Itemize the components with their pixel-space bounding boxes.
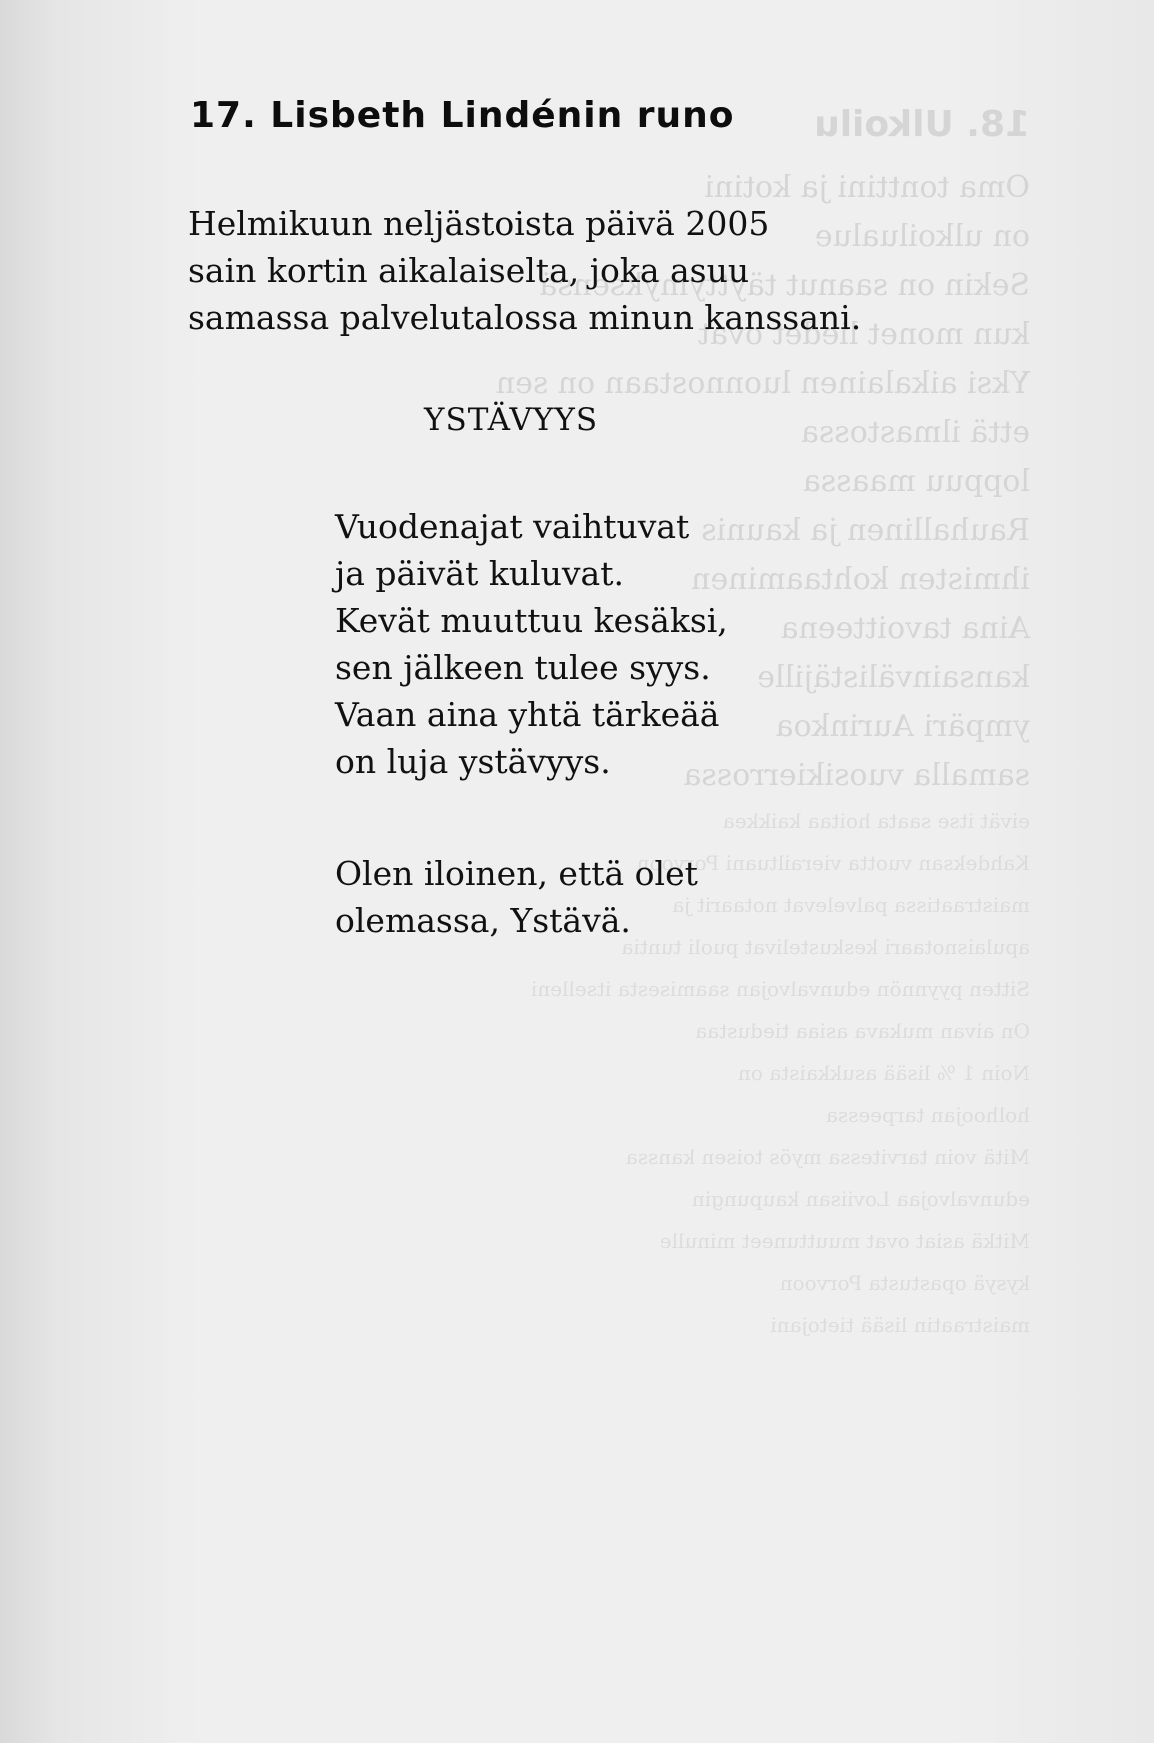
- poem-line: Olen iloinen, että olet: [335, 854, 698, 893]
- intro-paragraph: [188, 200, 861, 341]
- bleed-through-small-line: holhoojan tarpeessa: [825, 1103, 1030, 1127]
- bleed-through-small-line: Kahdeksan vuotta vierailtuani Porvoon: [636, 851, 1030, 875]
- bleed-through-line: Oma tonttini ja kotini: [704, 170, 1030, 205]
- poem-line: olemassa, Ystävä.: [335, 901, 631, 940]
- bleed-through-line: kansainvälistäjille: [757, 660, 1030, 695]
- bleed-through-small-line: Sitten pyynnön edunvalvojan saamisesta itselleni: [530, 977, 1030, 1001]
- intro-line: sain kortin aikalaiselta, joka asuu: [188, 251, 750, 290]
- bleed-through-small-line: edunvalvojaa Loviisan kaupungin: [691, 1187, 1030, 1211]
- bleed-through-line: että ilmastossa: [801, 415, 1030, 450]
- poem-line: Vaan aina yhtä tärkeää: [335, 695, 720, 734]
- poem-title: YSTÄVYYS: [424, 402, 599, 438]
- bleed-through-small-line: maistraatissa palvelevat notaarit ja: [672, 893, 1030, 917]
- poem-line: Vuodenajat vaihtuvat: [335, 507, 690, 546]
- intro-line: samassa palvelutalossa minun kanssani.: [188, 298, 862, 337]
- bleed-through-line: Rauhallinen ja kaunis: [701, 513, 1030, 548]
- bleed-through-line: ihmisten kohtaaminen: [691, 562, 1030, 597]
- poem-line: sen jälkeen tulee syys.: [335, 648, 711, 687]
- bleed-through-title: 18. Ulkoilu: [814, 104, 1030, 145]
- bleed-through-line: on ulkoilualue: [814, 219, 1030, 254]
- bleed-through-line: Yksi aikalainen luonnostaan on sen: [495, 366, 1030, 401]
- poem-line: Kevät muuttuu kesäksi,: [335, 601, 728, 640]
- intro-line: Helmikuun neljästoista päivä 2005: [188, 204, 770, 243]
- bleed-through-line: Aina tavoitteena: [780, 611, 1030, 646]
- bleed-through-small-line: kysyä opastusta Porvoon: [779, 1271, 1030, 1295]
- bleed-through-line: Sekin on saanut täyttymyksensä: [539, 268, 1030, 303]
- bleed-through-small-line: On aivan mukava asiaa tiedustaa: [695, 1019, 1030, 1043]
- bleed-through-small-line: Mitkä asiat ovat muuttuneet minulle: [659, 1229, 1030, 1253]
- poem-stanza-1: [335, 503, 728, 785]
- poem-line: ja päivät kuluvat.: [335, 554, 624, 593]
- poem-line: on luja ystävyys.: [335, 742, 611, 781]
- bleed-through-small-line: maistraatin lisää tietojani: [770, 1313, 1030, 1337]
- bleed-through-line: samalla vuosikierrossa: [683, 758, 1030, 793]
- bleed-through-small-line: Noin 1 % lisää asukkaista on: [737, 1061, 1030, 1085]
- bleed-through-small-line: eivät itse saata hoitaa kaikkea: [722, 809, 1030, 833]
- bleed-through-line: kun monet liedet ovat: [698, 317, 1030, 352]
- bleed-through-small-line: Mitä voin tarvitessa myös toisen kanssa: [625, 1145, 1030, 1169]
- bleed-through-small-line: apulaisnotaari keskustelivat puoli tuntia: [621, 935, 1030, 959]
- bleed-through-line: ympäri Aurinkoa: [775, 709, 1030, 744]
- chapter-heading: 17. Lisbeth Lindénin runo: [190, 95, 735, 136]
- poem-stanza-2: [335, 850, 698, 944]
- bleed-through-line: loppuu maassa: [802, 464, 1030, 499]
